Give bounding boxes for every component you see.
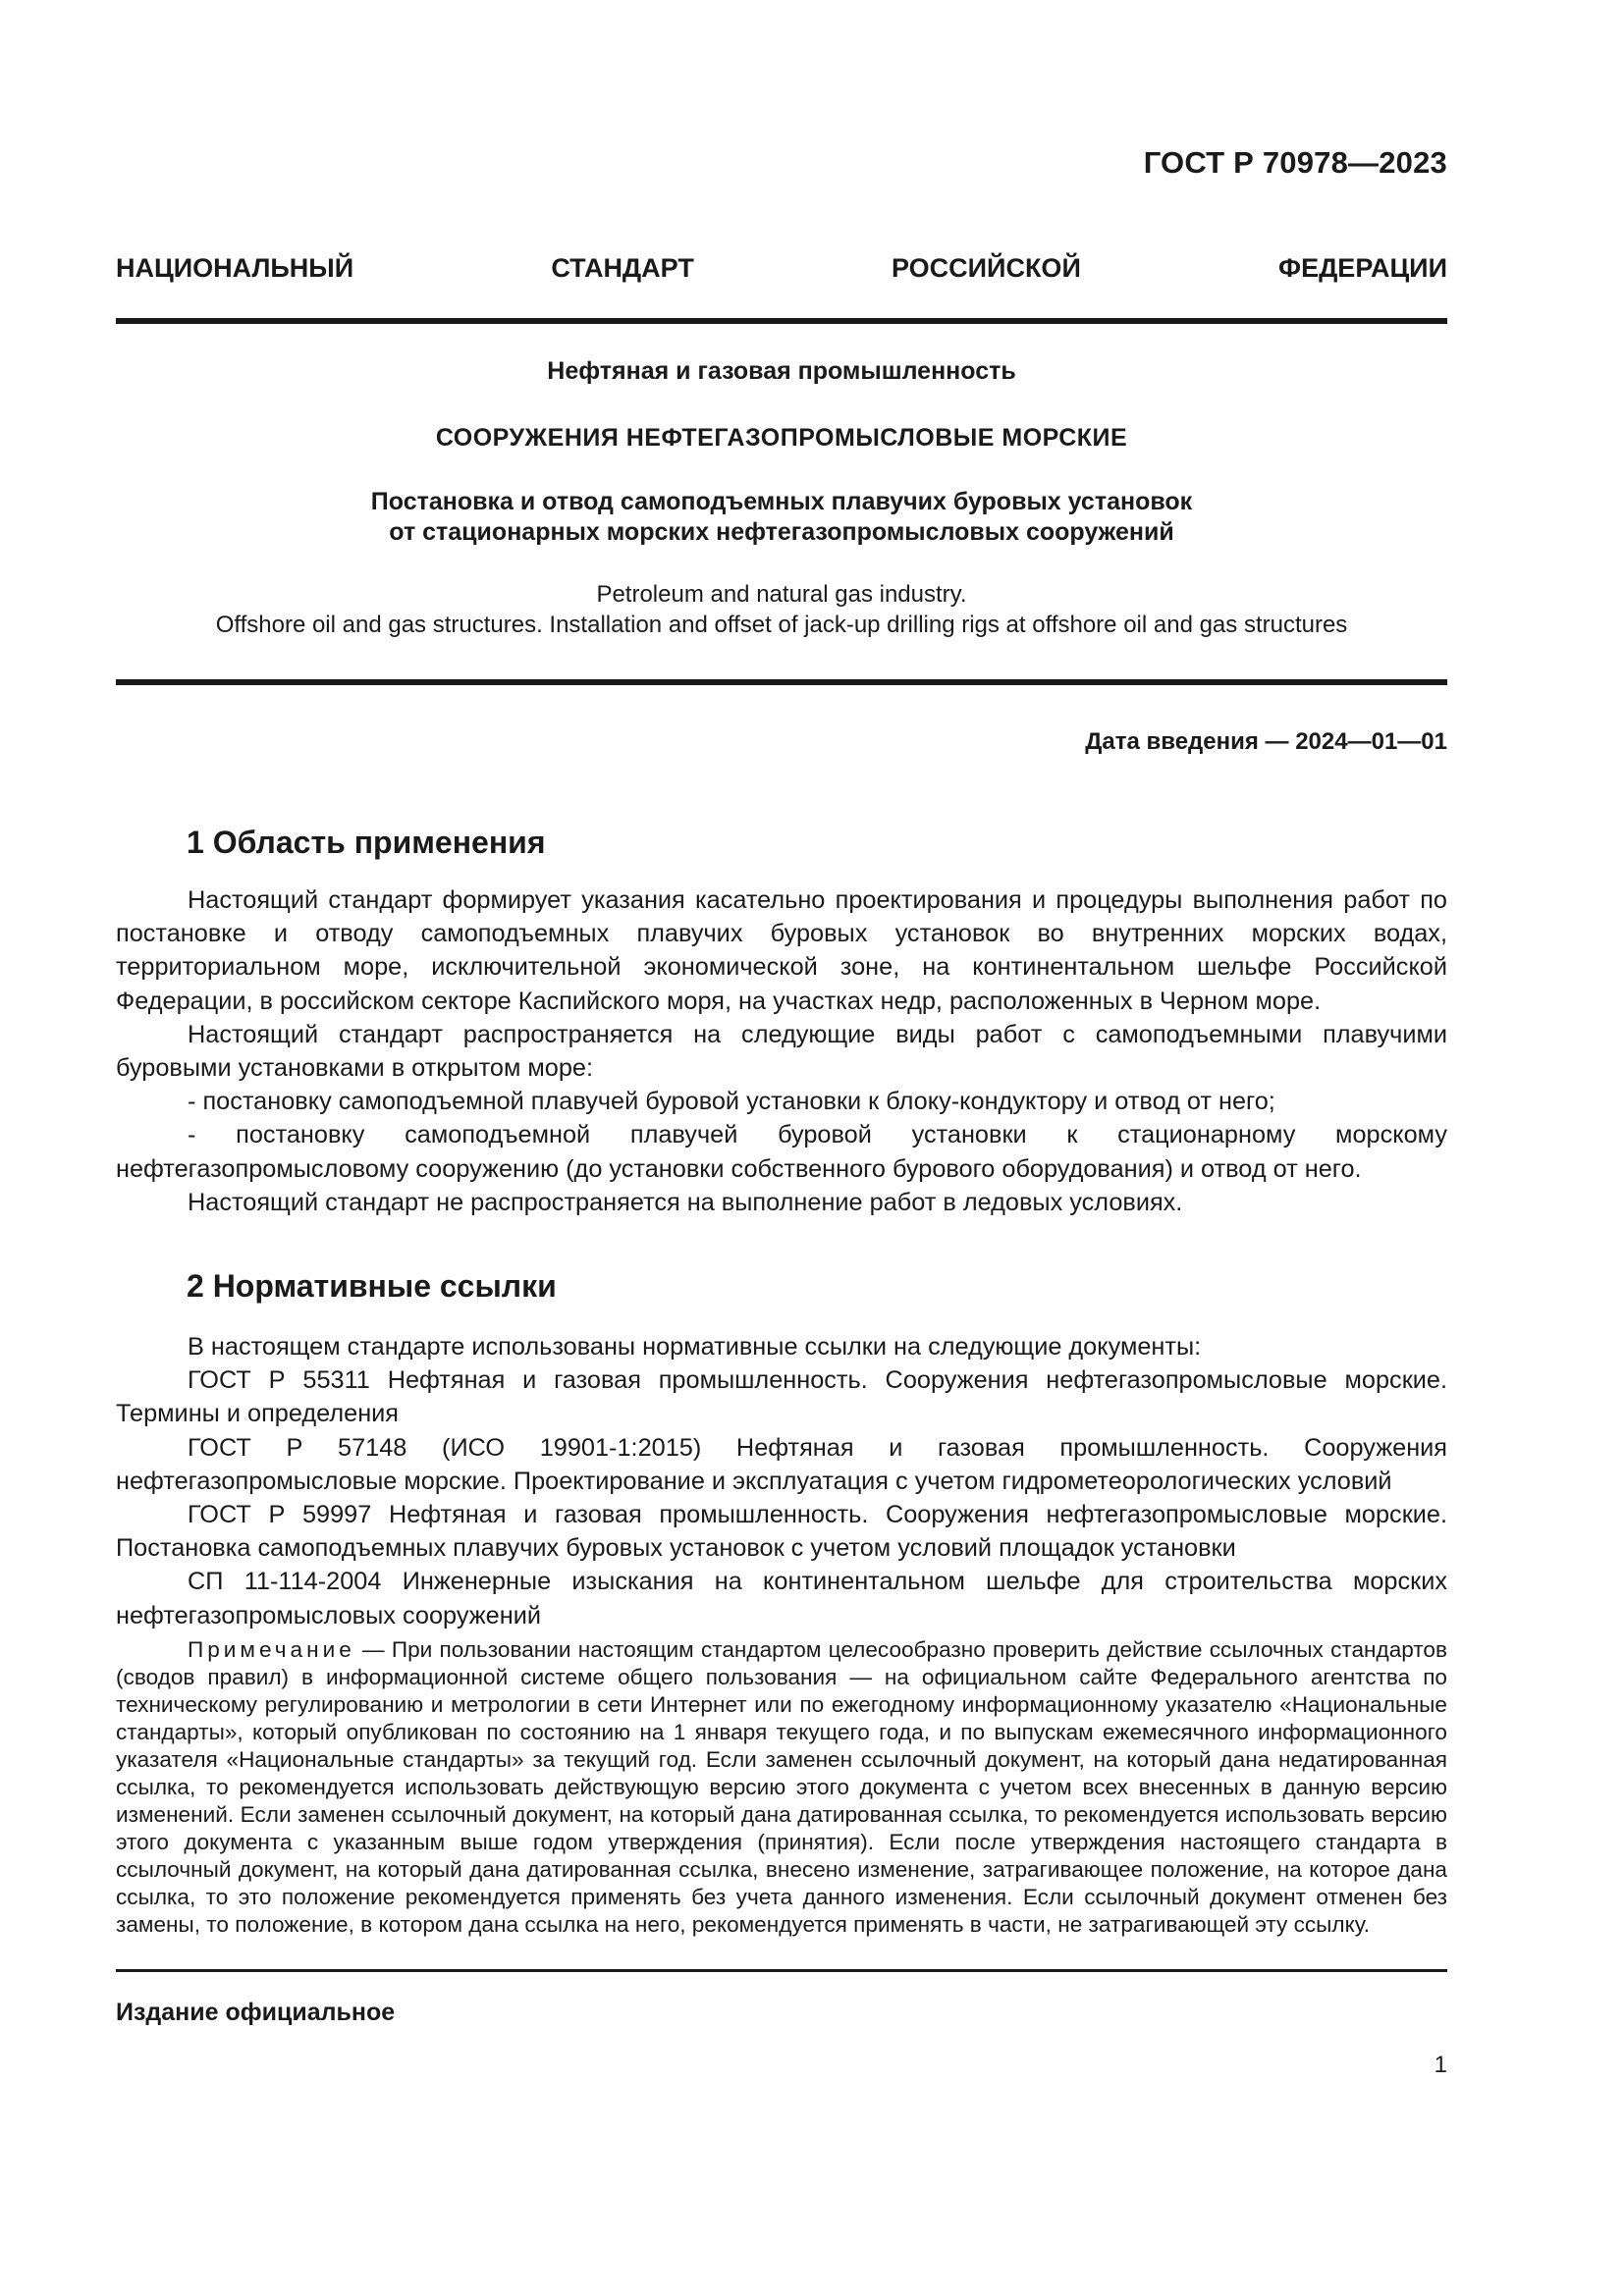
english-title [116, 579, 1447, 640]
national-standard-banner: НАЦИОНАЛЬНЫЙ СТАНДАРТ РОССИЙСКОЙ ФЕДЕРАЦИИ [116, 253, 1447, 283]
gost-number: ГОСТ Р 70978—2023 [1143, 145, 1447, 180]
section-2-heading: 2 Нормативные ссылки [187, 1268, 557, 1304]
section-2-body [116, 1330, 1447, 1632]
section-1-paragraph-1: Настоящий стандарт формирует указания касательно проектирования и процедуры выполнения работ по постановке и отводу самоподъемных плавучих буровых установок во внутренних морских водах, территориальном море, исключительной экономической зоне, на континентальном шельфе Российской Федерации, в российском секторе Каспийского моря, на участках недр, расположенных в Черном море. [116, 886, 1447, 1015]
section-2-intro: В настоящем стандарте использованы нормативные ссылки на следующие документы: [188, 1333, 1202, 1361]
subtitle-line-2: от стационарных морских нефтегазопромысловых сооружений [389, 518, 1174, 546]
section-1-list-item-2: - постановку самоподъемной плавучей буровой установки к стационарному морскому нефтегазопромысловому сооружению (до установки собственного бурового оборудования) и отвод от него. [116, 1121, 1447, 1183]
edition-label: Издание официальное [116, 1999, 396, 2026]
reference-item: ГОСТ Р 59997 Нефтяная и газовая промышленность. Сооружения нефтегазопромысловые морские. Постановка самоподъемных плавучих буровых установок с учетом условий площадок установки [116, 1501, 1447, 1563]
footer-divider [116, 1969, 1447, 1972]
main-title: СООРУЖЕНИЯ НЕФТЕГАЗОПРОМЫСЛОВЫЕ МОРСКИЕ [435, 424, 1128, 452]
english-title-line-1: Petroleum and natural gas industry. [596, 581, 967, 608]
top-divider [116, 318, 1447, 324]
note-block [116, 1636, 1447, 1939]
section-1-body [116, 883, 1447, 1219]
subtitle-line-1: Постановка и отвод самоподъемных плавучих буровых установок [370, 488, 1193, 515]
section-1-paragraph-2: Настоящий стандарт распространяется на следующие виды работ с самоподъемными плавучими буровыми установками в открытом море: [116, 1020, 1447, 1083]
note-label: Примечание [188, 1637, 355, 1662]
subtitle [116, 487, 1447, 548]
introduction-date: Дата введения — 2024—01—01 [1085, 728, 1447, 755]
english-title-line-2: Offshore oil and gas structures. Installation and offset of jack-up drilling rigs at offshore oil and gas structures [215, 612, 1348, 638]
section-1-paragraph-3: Настоящий стандарт не распространяется на выполнение работ в ледовых условиях. [188, 1188, 1183, 1216]
industry-title: Нефтяная и газовая промышленность [547, 357, 1016, 385]
reference-item: ГОСТ Р 55311 Нефтяная и газовая промышленность. Сооружения нефтегазопромысловые морские. Термины и определения [116, 1366, 1447, 1428]
note-paragraph [116, 1636, 1447, 1939]
note-text: — При пользовании настоящим стандартом целесообразно проверить действие ссылочных стандартов (сводов правил) в информационной системе общего пользования — на официальном сайте Федерального агентства по техническому регулированию и метрологии в сети Интернет или по ежегодному информационному указателю «Национальные стандарты», который опубликован по состоянию на 1 января текущего года, и по выпускам ежемесячного информационного указателя «Национальные стандарты» за текущий год. Если заменен ссылочный документ, на который дана недатированная ссылка, то рекомендуется использовать действующую версию этого документа с учетом всех внесенных в данную версию изменений. Если заменен ссылочный документ, на который дана датированная ссылка, то рекомендуется использовать версию этого документа с указанным выше годом утверждения (принятия). Если после утверждения настоящего стандарта в ссылочный документ, на который дана датированная ссылка, внесено изменение, затрагивающее положение, на которое дана ссылка, то это положение рекомендуется применять без учета данного изменения. Если ссылочный документ отменен без замены, то положение, в котором дана ссылка на него, рекомендуется применять в части, не затрагивающей эту ссылку. [116, 1637, 1447, 1937]
reference-item: ГОСТ Р 57148 (ИСО 19901-1:2015) Нефтяная и газовая промышленность. Сооружения нефтегазопромысловые морские. Проектирование и эксплуатация с учетом гидрометеорологических условий [116, 1433, 1447, 1495]
middle-divider [116, 679, 1447, 685]
page-number: 1 [1434, 2052, 1447, 2078]
section-1-list-item-1: - постановку самоподъемной плавучей буровой установки к блоку-кондуктору и отвод от него; [188, 1088, 1275, 1116]
reference-item: СП 11-114-2004 Инженерные изыскания на континентальном шельфе для строительства морских нефтегазопромысловых сооружений [116, 1568, 1447, 1629]
section-1-heading: 1 Область применения [187, 825, 546, 860]
